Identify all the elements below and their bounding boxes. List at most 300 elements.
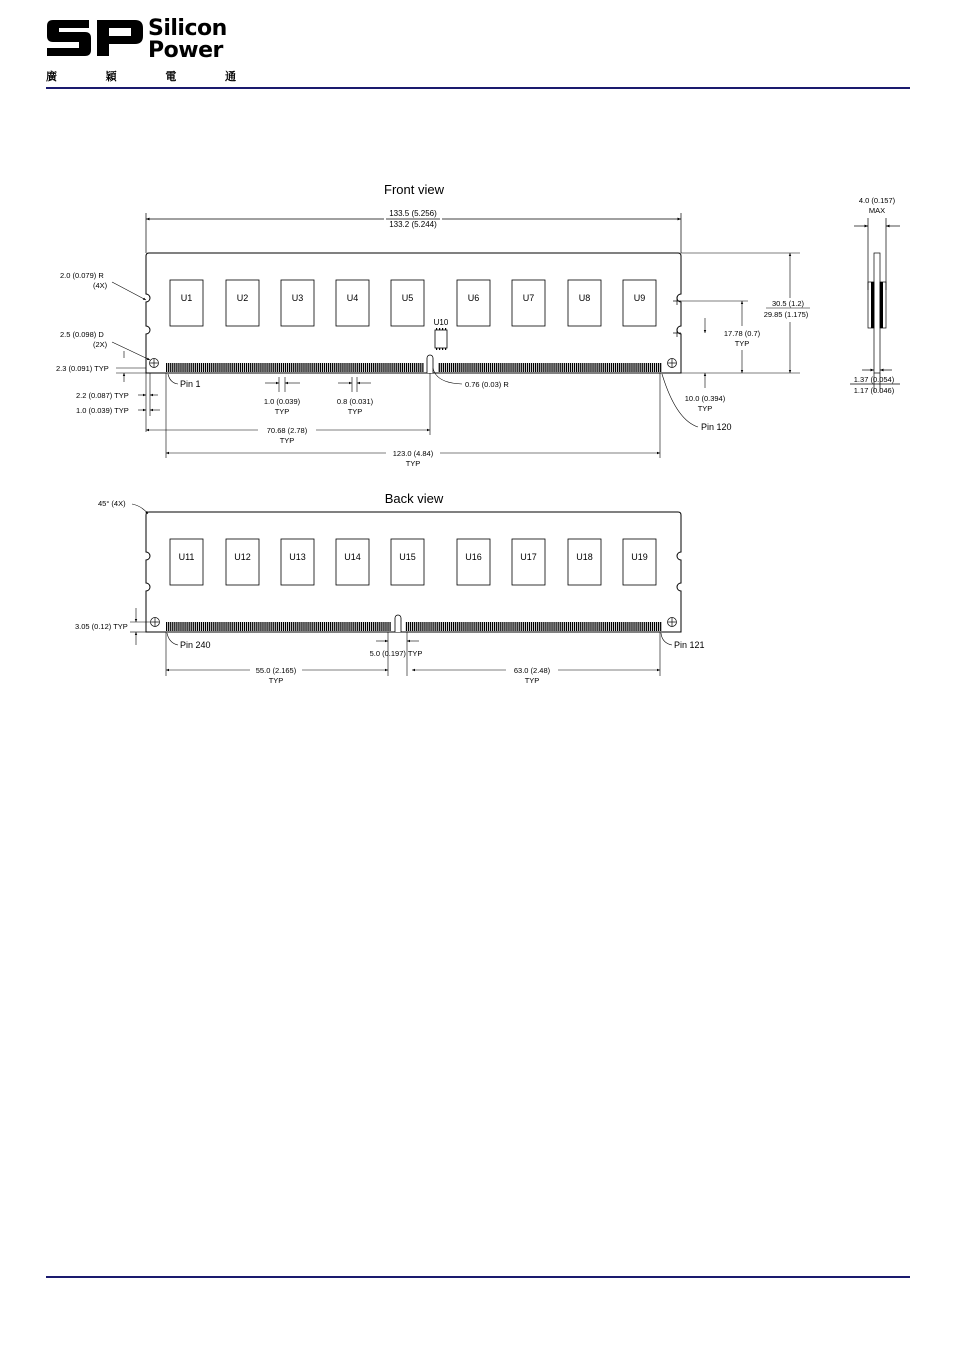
contact-finger <box>316 622 317 631</box>
contact-finger <box>562 363 563 372</box>
contact-finger <box>266 363 267 372</box>
contact-finger <box>414 622 415 631</box>
contact-finger <box>615 622 616 631</box>
dram-chip <box>336 539 369 585</box>
contact-finger <box>346 363 347 372</box>
contact-finger <box>182 363 183 372</box>
contact-finger <box>469 363 470 372</box>
contact-finger <box>527 622 528 631</box>
contact-finger <box>447 363 448 372</box>
pcb-thickness-max: 1.37 (0.054) <box>853 375 895 384</box>
contact-finger <box>344 622 345 631</box>
contact-finger <box>363 622 364 631</box>
contact-finger <box>379 363 380 372</box>
contact-finger <box>621 363 622 372</box>
contact-finger <box>445 363 446 372</box>
contact-finger <box>178 363 179 372</box>
dram-chip <box>457 280 490 326</box>
contact-finger <box>316 363 317 372</box>
contact-finger <box>205 363 206 372</box>
key-position-typ: TYP <box>279 436 295 445</box>
contact-finger <box>562 622 563 631</box>
contact-finger <box>650 363 651 372</box>
brand-cn-char: 廣 <box>46 70 57 83</box>
contact-finger <box>492 622 493 631</box>
pin1-label: Pin 1 <box>180 379 201 389</box>
contact-finger <box>545 622 546 631</box>
contact-finger <box>334 363 335 372</box>
contact-finger <box>463 622 464 631</box>
dram-chip <box>391 539 424 585</box>
contact-finger <box>287 363 288 372</box>
contact-finger <box>176 622 177 631</box>
contact-finger <box>172 622 173 631</box>
contact-finger <box>572 363 573 372</box>
contact-finger <box>500 363 501 372</box>
contact-finger <box>484 363 485 372</box>
contact-finger <box>535 622 536 631</box>
contact-finger <box>285 622 286 631</box>
contact-finger <box>283 622 284 631</box>
contact-finger <box>537 363 538 372</box>
contact-finger <box>654 622 655 631</box>
contact-finger <box>461 622 462 631</box>
contact-finger <box>469 622 470 631</box>
contact-finger <box>416 622 417 631</box>
contact-finger <box>586 363 587 372</box>
contact-finger <box>402 363 403 372</box>
contact-finger <box>478 363 479 372</box>
contact-finger <box>381 622 382 631</box>
left-length-typ: TYP <box>268 676 284 685</box>
contact-finger <box>619 363 620 372</box>
contact-finger <box>369 363 370 372</box>
contact-finger <box>484 622 485 631</box>
contact-finger <box>580 622 581 631</box>
contact-finger <box>510 363 511 372</box>
contact-finger <box>396 363 397 372</box>
contact-finger <box>369 622 370 631</box>
edge-305-label: 3.05 (0.12) TYP <box>75 622 128 631</box>
contact-finger <box>346 622 347 631</box>
contact-finger <box>392 363 393 372</box>
contact-finger <box>439 363 440 372</box>
hole-height-label: 17.78 (0.7) <box>723 329 761 338</box>
contact-finger <box>512 363 513 372</box>
contact-finger <box>502 622 503 631</box>
dram-chip <box>226 539 259 585</box>
brand-name-line2: Power <box>148 38 223 63</box>
contact-finger <box>271 363 272 372</box>
contact-finger <box>490 363 491 372</box>
contact-finger <box>314 622 315 631</box>
dram-chip <box>281 539 314 585</box>
contact-finger <box>336 363 337 372</box>
contact-finger <box>650 622 651 631</box>
contact-finger <box>539 363 540 372</box>
contact-finger <box>629 363 630 372</box>
contact-finger <box>252 622 253 631</box>
contact-finger <box>455 622 456 631</box>
contact-finger <box>619 622 620 631</box>
contact-finger <box>312 622 313 631</box>
contact-finger <box>414 363 415 372</box>
contact-finger <box>223 363 224 372</box>
dram-chip-label: U16 <box>465 552 482 562</box>
contact-finger <box>260 363 261 372</box>
contact-finger <box>551 622 552 631</box>
contact-finger <box>297 622 298 631</box>
contact-finger <box>215 363 216 372</box>
brand-cn-char: 電 <box>165 70 177 83</box>
contact-finger <box>445 622 446 631</box>
left-length-label: 55.0 (2.165) <box>255 666 297 675</box>
dram-chip-label: U3 <box>291 293 304 303</box>
hole-diameter-leader <box>112 342 150 360</box>
dram-chip <box>623 539 656 585</box>
edge-10-label: 1.0 (0.039) TYP <box>76 406 129 415</box>
contact-finger <box>336 622 337 631</box>
contact-finger <box>324 363 325 372</box>
edge-23-label: 2.3 (0.091) TYP <box>56 364 109 373</box>
contact-finger <box>387 622 388 631</box>
contact-finger <box>644 622 645 631</box>
contact-finger <box>627 622 628 631</box>
contact-finger <box>578 622 579 631</box>
contact-finger <box>252 363 253 372</box>
right-length-typ: TYP <box>524 676 540 685</box>
contact-finger <box>543 622 544 631</box>
contact-length-label: 123.0 (4.84) <box>392 449 434 458</box>
contact-finger <box>644 363 645 372</box>
contact-finger <box>246 363 247 372</box>
contact-finger <box>168 363 169 372</box>
contact-finger <box>195 363 196 372</box>
contact-finger <box>603 622 604 631</box>
contact-finger <box>502 363 503 372</box>
side-chip-back <box>880 282 883 328</box>
contact-finger <box>564 363 565 372</box>
contact-finger <box>424 622 425 631</box>
contact-finger <box>293 363 294 372</box>
contact-finger <box>166 622 167 631</box>
contact-finger <box>529 622 530 631</box>
contact-finger <box>174 363 175 372</box>
contact-finger <box>260 622 261 631</box>
contact-finger <box>527 363 528 372</box>
contact-finger <box>537 622 538 631</box>
contact-finger <box>480 622 481 631</box>
contact-finger <box>328 622 329 631</box>
contact-finger <box>625 363 626 372</box>
contact-finger <box>590 363 591 372</box>
contact-finger <box>476 622 477 631</box>
contact-finger <box>238 622 239 631</box>
contact-finger <box>611 363 612 372</box>
contact-finger <box>631 363 632 372</box>
contact-finger <box>180 622 181 631</box>
front-chip-row <box>170 280 656 326</box>
contact-finger <box>232 622 233 631</box>
front-contact-fingers <box>166 328 661 372</box>
contact-finger <box>660 622 661 631</box>
contact-finger <box>416 363 417 372</box>
contact-finger <box>482 363 483 372</box>
dram-chip <box>170 539 203 585</box>
contact-finger <box>394 363 395 372</box>
back-view-title: Back view <box>384 491 444 506</box>
notch-radius-label: 2.0 (0.079) R <box>60 271 104 280</box>
contact-finger <box>623 622 624 631</box>
key-width-label: 5.0 (0.197) TYP <box>369 649 423 658</box>
contact-finger <box>367 622 368 631</box>
contact-finger <box>295 363 296 372</box>
contact-finger <box>240 622 241 631</box>
edge-22-label: 2.2 (0.087) TYP <box>76 391 129 400</box>
bottom-height-label: 10.0 (0.394) <box>684 394 726 403</box>
contact-finger <box>254 622 255 631</box>
contact-finger <box>566 622 567 631</box>
contact-finger <box>517 363 518 372</box>
contact-finger <box>586 622 587 631</box>
contact-finger <box>533 363 534 372</box>
contact-finger <box>498 622 499 631</box>
key-position-dimension <box>146 373 660 458</box>
contact-finger <box>435 622 436 631</box>
contact-finger <box>486 363 487 372</box>
contact-finger <box>656 363 657 372</box>
contact-finger <box>189 363 190 372</box>
dram-chip <box>336 280 369 326</box>
contact-finger <box>646 622 647 631</box>
contact-finger <box>269 363 270 372</box>
contact-finger <box>328 363 329 372</box>
contact-finger <box>353 622 354 631</box>
contact-finger <box>213 622 214 631</box>
contact-finger <box>326 363 327 372</box>
contact-finger <box>515 622 516 631</box>
contact-finger <box>533 622 534 631</box>
contact-finger <box>322 622 323 631</box>
contact-finger <box>221 363 222 372</box>
contact-finger <box>371 622 372 631</box>
front-key-notch <box>427 355 433 373</box>
contact-finger <box>275 622 276 631</box>
contact-finger <box>301 363 302 372</box>
contact-finger <box>240 363 241 372</box>
contact-finger <box>248 622 249 631</box>
spd-pin <box>445 328 446 330</box>
contact-finger <box>279 622 280 631</box>
contact-finger <box>351 622 352 631</box>
contact-finger <box>338 622 339 631</box>
contact-finger <box>353 363 354 372</box>
contact-finger <box>461 363 462 372</box>
contact-finger <box>642 363 643 372</box>
contact-finger <box>658 363 659 372</box>
contact-finger <box>449 622 450 631</box>
contact-finger <box>551 363 552 372</box>
contact-finger <box>623 363 624 372</box>
dram-chip <box>512 539 545 585</box>
contact-finger <box>357 622 358 631</box>
contact-finger <box>334 622 335 631</box>
contact-finger <box>361 622 362 631</box>
contact-finger <box>195 622 196 631</box>
contact-finger <box>219 622 220 631</box>
contact-finger <box>633 622 634 631</box>
back-contact-fingers <box>166 622 661 631</box>
dram-chip <box>226 280 259 326</box>
contact-finger <box>264 363 265 372</box>
contact-finger <box>439 622 440 631</box>
contact-finger <box>638 363 639 372</box>
contact-finger <box>373 363 374 372</box>
contact-finger <box>217 363 218 372</box>
contact-finger <box>330 363 331 372</box>
contact-finger <box>201 363 202 372</box>
contact-finger <box>404 363 405 372</box>
contact-finger <box>266 622 267 631</box>
contact-finger <box>228 363 229 372</box>
contact-finger <box>572 622 573 631</box>
contact-finger <box>463 363 464 372</box>
contact-finger <box>605 622 606 631</box>
contact-finger <box>377 622 378 631</box>
chamfer-label: 45° (4X) <box>98 499 126 508</box>
contact-finger <box>256 363 257 372</box>
contact-finger <box>291 622 292 631</box>
contact-finger <box>558 622 559 631</box>
contact-finger <box>275 363 276 372</box>
contact-finger <box>375 622 376 631</box>
contact-finger <box>228 622 229 631</box>
contact-finger <box>166 363 167 372</box>
contact-finger <box>621 622 622 631</box>
contact-finger <box>383 363 384 372</box>
contact-finger <box>293 622 294 631</box>
contact-finger <box>467 363 468 372</box>
length-min-label: 133.2 (5.244) <box>389 220 437 229</box>
contact-finger <box>170 363 171 372</box>
pitch-b-typ: TYP <box>347 407 363 416</box>
contact-finger <box>615 363 616 372</box>
contact-finger <box>295 622 296 631</box>
contact-finger <box>348 622 349 631</box>
contact-finger <box>338 363 339 372</box>
contact-finger <box>426 622 427 631</box>
side-view-profile <box>850 218 900 392</box>
contact-finger <box>599 363 600 372</box>
contact-finger <box>576 622 577 631</box>
contact-finger <box>496 622 497 631</box>
contact-finger <box>262 363 263 372</box>
contact-finger <box>564 622 565 631</box>
contact-finger <box>523 363 524 372</box>
contact-finger <box>299 622 300 631</box>
contact-finger <box>494 363 495 372</box>
contact-finger <box>187 622 188 631</box>
contact-finger <box>547 363 548 372</box>
contact-finger <box>312 363 313 372</box>
contact-finger <box>365 622 366 631</box>
contact-finger <box>191 363 192 372</box>
contact-finger <box>273 363 274 372</box>
contact-finger <box>648 622 649 631</box>
contact-finger <box>515 363 516 372</box>
contact-finger <box>633 363 634 372</box>
dram-chip-label: U4 <box>346 293 359 303</box>
contact-finger <box>576 363 577 372</box>
pin240-leader <box>167 633 178 645</box>
contact-finger <box>611 622 612 631</box>
contact-finger <box>574 622 575 631</box>
contact-finger <box>307 363 308 372</box>
contact-finger <box>523 622 524 631</box>
contact-finger <box>580 363 581 372</box>
overall-length-dimension <box>146 213 681 253</box>
contact-finger <box>365 363 366 372</box>
contact-finger <box>242 622 243 631</box>
spd-pin <box>436 328 437 330</box>
contact-finger <box>453 363 454 372</box>
contact-finger <box>348 363 349 372</box>
contact-finger <box>607 363 608 372</box>
contact-finger <box>588 363 589 372</box>
contact-finger <box>521 363 522 372</box>
dram-chip-label: U8 <box>578 293 591 303</box>
contact-finger <box>660 363 661 372</box>
chamfer-leader <box>132 504 148 514</box>
contact-finger <box>570 622 571 631</box>
contact-finger <box>269 622 270 631</box>
front-view-title: Front view <box>384 182 444 197</box>
contact-finger <box>184 363 185 372</box>
contact-finger <box>283 363 284 372</box>
contact-finger <box>246 622 247 631</box>
contact-finger <box>199 622 200 631</box>
contact-finger <box>361 363 362 372</box>
contact-finger <box>443 622 444 631</box>
contact-finger <box>625 622 626 631</box>
contact-finger <box>326 622 327 631</box>
contact-finger <box>529 363 530 372</box>
contact-finger <box>310 622 311 631</box>
contact-finger <box>480 363 481 372</box>
contact-finger <box>193 622 194 631</box>
contact-finger <box>558 363 559 372</box>
key-position-label: 70.68 (2.78) <box>266 426 308 435</box>
contact-finger <box>285 363 286 372</box>
pitch-b-label: 0.8 (0.031) <box>336 397 374 406</box>
contact-finger <box>340 363 341 372</box>
dram-chip-label: U19 <box>631 552 648 562</box>
contact-finger <box>430 622 431 631</box>
contact-finger <box>519 622 520 631</box>
contact-finger <box>213 363 214 372</box>
dram-chip-label: U12 <box>234 552 251 562</box>
contact-finger <box>420 622 421 631</box>
contact-finger <box>418 363 419 372</box>
contact-finger <box>281 622 282 631</box>
contact-finger <box>498 363 499 372</box>
contact-finger <box>389 363 390 372</box>
contact-finger <box>449 363 450 372</box>
contact-finger <box>590 622 591 631</box>
contact-finger <box>355 622 356 631</box>
contact-finger <box>592 363 593 372</box>
contact-finger <box>383 622 384 631</box>
